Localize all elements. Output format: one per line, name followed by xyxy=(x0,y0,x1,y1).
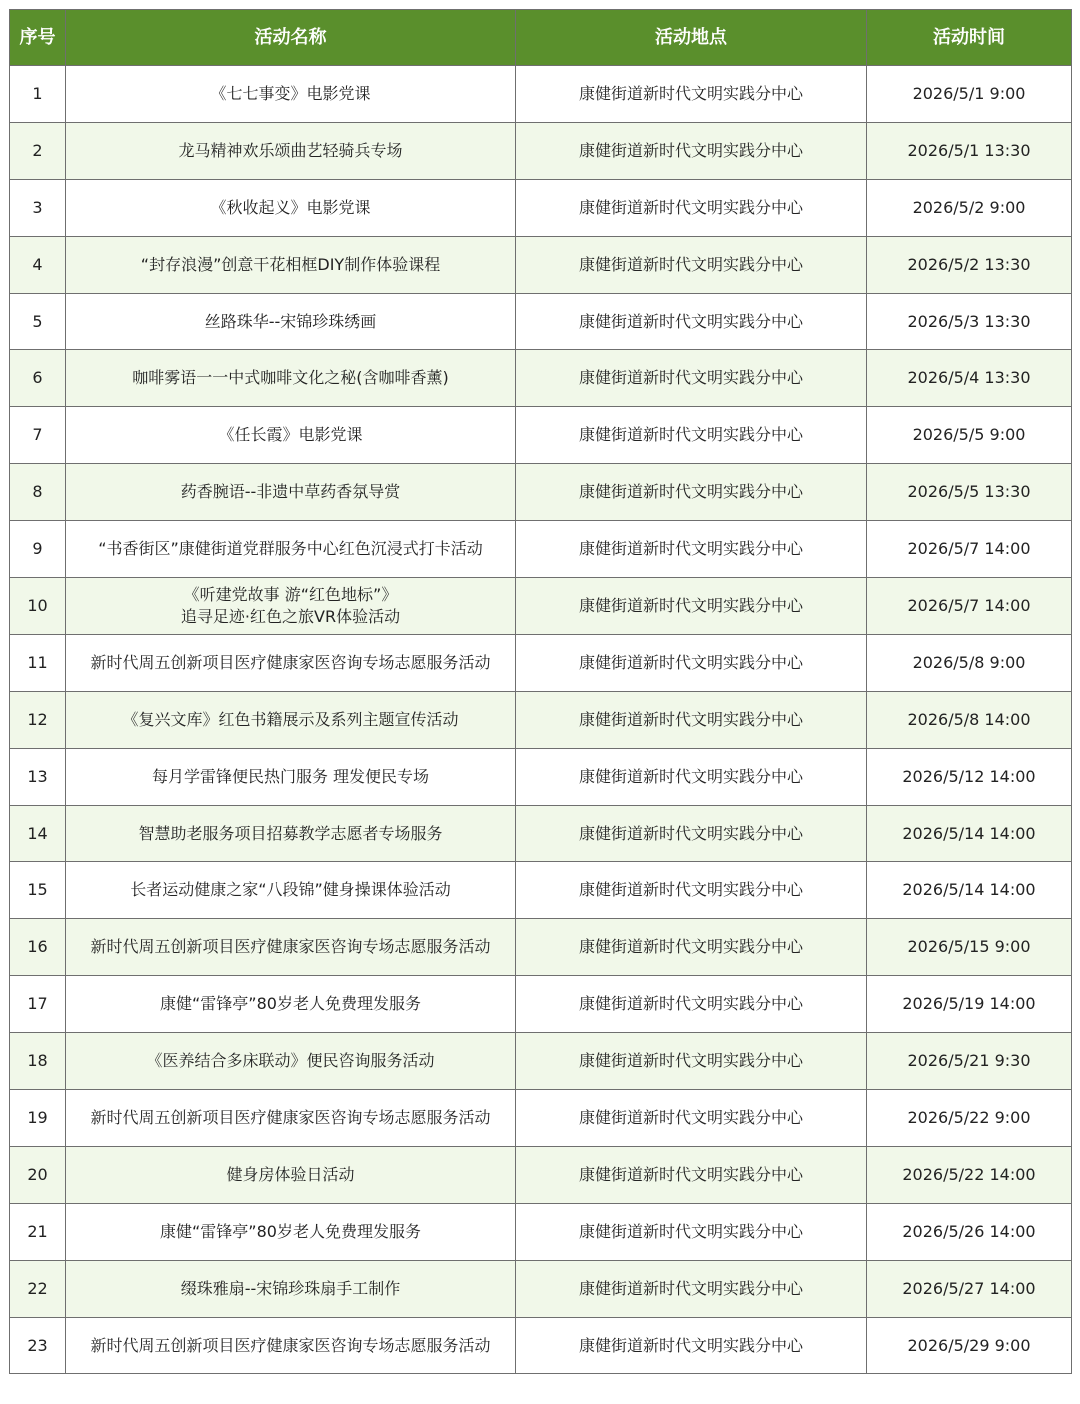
row-time-cell: 2026/5/22 9:00 xyxy=(867,1090,1072,1147)
table-row xyxy=(10,521,1072,578)
row-time-cell: 2026/5/8 14:00 xyxy=(867,691,1072,748)
row-place-cell: 康健街道新时代文明实践分中心 xyxy=(516,805,867,862)
table-row xyxy=(10,748,1072,805)
row-name-cell: 《医养结合多床联动》便民咨询服务活动 xyxy=(66,1033,516,1090)
table-row xyxy=(10,66,1072,123)
row-time-cell: 2026/5/1 13:30 xyxy=(867,122,1072,179)
row-no-cell: 5 xyxy=(10,293,66,350)
row-place-cell: 康健街道新时代文明实践分中心 xyxy=(516,862,867,919)
row-time-cell: 2026/5/8 9:00 xyxy=(867,634,1072,691)
row-place-cell: 康健街道新时代文明实践分中心 xyxy=(516,1090,867,1147)
row-place-cell: 康健街道新时代文明实践分中心 xyxy=(516,691,867,748)
row-name-line2: 追寻足迹·红色之旅VR体验活动 xyxy=(180,606,401,626)
row-place-cell: 康健街道新时代文明实践分中心 xyxy=(516,1146,867,1203)
row-time-cell: 2026/5/2 13:30 xyxy=(867,236,1072,293)
table-row xyxy=(10,293,1072,350)
row-no-cell: 4 xyxy=(10,236,66,293)
table-row xyxy=(10,634,1072,691)
row-time-cell: 2026/5/14 14:00 xyxy=(867,862,1072,919)
row-name-cell: 《任长霞》电影党课 xyxy=(66,407,516,464)
table-row xyxy=(10,1033,1072,1090)
row-time-cell: 2026/5/14 14:00 xyxy=(867,805,1072,862)
table-row xyxy=(10,919,1072,976)
row-no-cell: 10 xyxy=(10,578,66,635)
row-no-cell: 17 xyxy=(10,976,66,1033)
table-row xyxy=(10,350,1072,407)
row-no-cell: 23 xyxy=(10,1317,66,1374)
row-no-cell: 8 xyxy=(10,464,66,521)
table-row xyxy=(10,1146,1072,1203)
row-no-cell: 18 xyxy=(10,1033,66,1090)
row-no-cell: 7 xyxy=(10,407,66,464)
row-time-cell: 2026/5/27 14:00 xyxy=(867,1260,1072,1317)
row-place-cell: 康健街道新时代文明实践分中心 xyxy=(516,122,867,179)
header-no: 序号 xyxy=(10,10,66,66)
header-row xyxy=(10,10,1072,66)
row-name-cell: 新时代周五创新项目医疗健康家医咨询专场志愿服务活动 xyxy=(66,1090,516,1147)
row-name-cell: “封存浪漫”创意干花相框DIY制作体验课程 xyxy=(66,236,516,293)
row-time-cell: 2026/5/26 14:00 xyxy=(867,1203,1072,1260)
header-time: 活动时间 xyxy=(867,10,1072,66)
row-no-cell: 12 xyxy=(10,691,66,748)
table-row xyxy=(10,464,1072,521)
row-time-cell: 2026/5/5 13:30 xyxy=(867,464,1072,521)
row-time-cell: 2026/5/22 14:00 xyxy=(867,1146,1072,1203)
row-name-cell: 新时代周五创新项目医疗健康家医咨询专场志愿服务活动 xyxy=(66,919,516,976)
row-no-cell: 15 xyxy=(10,862,66,919)
header-place: 活动地点 xyxy=(516,10,867,66)
row-name-cell: 智慧助老服务项目招募教学志愿者专场服务 xyxy=(66,805,516,862)
row-time-cell: 2026/5/5 9:00 xyxy=(867,407,1072,464)
row-place-cell: 康健街道新时代文明实践分中心 xyxy=(516,1317,867,1374)
row-name-cell: 缀珠雅扇--宋锦珍珠扇手工制作 xyxy=(66,1260,516,1317)
row-no-cell: 14 xyxy=(10,805,66,862)
row-name-cell: 康健“雷锋亭”80岁老人免费理发服务 xyxy=(66,1203,516,1260)
table-row xyxy=(10,236,1072,293)
row-time-cell: 2026/5/15 9:00 xyxy=(867,919,1072,976)
table-row xyxy=(10,1317,1072,1374)
row-time-cell: 2026/5/7 14:00 xyxy=(867,578,1072,635)
row-name-cell: 健身房体验日活动 xyxy=(66,1146,516,1203)
row-no-cell: 16 xyxy=(10,919,66,976)
row-no-cell: 9 xyxy=(10,521,66,578)
activity-schedule-table xyxy=(9,9,1072,1374)
table-body xyxy=(10,66,1072,1374)
row-place-cell: 康健街道新时代文明实践分中心 xyxy=(516,748,867,805)
row-place-cell: 康健街道新时代文明实践分中心 xyxy=(516,919,867,976)
row-place-cell: 康健街道新时代文明实践分中心 xyxy=(516,578,867,635)
table-row xyxy=(10,1260,1072,1317)
row-name-cell: 长者运动健康之家“八段锦”健身操课体验活动 xyxy=(66,862,516,919)
row-name-cell: 药香腕语--非遗中草药香氛导赏 xyxy=(66,464,516,521)
table-row xyxy=(10,407,1072,464)
table-row xyxy=(10,805,1072,862)
table-row xyxy=(10,179,1072,236)
row-time-cell: 2026/5/3 13:30 xyxy=(867,293,1072,350)
row-name-cell: 《七七事变》电影党课 xyxy=(66,66,516,123)
row-name-cell: 《秋收起义》电影党课 xyxy=(66,179,516,236)
row-name-cell: “书香街区”康健街道党群服务中心红色沉浸式打卡活动 xyxy=(66,521,516,578)
row-name-cell: 《复兴文库》红色书籍展示及系列主题宣传活动 xyxy=(66,691,516,748)
row-name-cell: 新时代周五创新项目医疗健康家医咨询专场志愿服务活动 xyxy=(66,1317,516,1374)
row-place-cell: 康健街道新时代文明实践分中心 xyxy=(516,350,867,407)
row-no-cell: 2 xyxy=(10,122,66,179)
row-name-cell: 龙马精神欢乐颂曲艺轻骑兵专场 xyxy=(66,122,516,179)
table-row xyxy=(10,1090,1072,1147)
row-place-cell: 康健街道新时代文明实践分中心 xyxy=(516,293,867,350)
row-name-cell: 丝路珠华--宋锦珍珠绣画 xyxy=(66,293,516,350)
row-name-cell xyxy=(66,578,516,635)
row-place-cell: 康健街道新时代文明实践分中心 xyxy=(516,1203,867,1260)
row-place-cell: 康健街道新时代文明实践分中心 xyxy=(516,634,867,691)
row-name-cell: 康健“雷锋亭”80岁老人免费理发服务 xyxy=(66,976,516,1033)
row-no-cell: 1 xyxy=(10,66,66,123)
row-no-cell: 13 xyxy=(10,748,66,805)
table-row xyxy=(10,122,1072,179)
row-place-cell: 康健街道新时代文明实践分中心 xyxy=(516,464,867,521)
row-no-cell: 19 xyxy=(10,1090,66,1147)
row-name-cell: 每月学雷锋便民热门服务 理发便民专场 xyxy=(66,748,516,805)
row-no-cell: 11 xyxy=(10,634,66,691)
row-name-cell: 新时代周五创新项目医疗健康家医咨询专场志愿服务活动 xyxy=(66,634,516,691)
row-time-cell: 2026/5/29 9:00 xyxy=(867,1317,1072,1374)
row-time-cell: 2026/5/7 14:00 xyxy=(867,521,1072,578)
header-name: 活动名称 xyxy=(66,10,516,66)
table-header xyxy=(10,10,1072,66)
row-place-cell: 康健街道新时代文明实践分中心 xyxy=(516,521,867,578)
row-name-cell: 咖啡雾语一一中式咖啡文化之秘(含咖啡香薰) xyxy=(66,350,516,407)
row-no-cell: 3 xyxy=(10,179,66,236)
row-time-cell: 2026/5/19 14:00 xyxy=(867,976,1072,1033)
row-time-cell: 2026/5/1 9:00 xyxy=(867,66,1072,123)
row-time-cell: 2026/5/2 9:00 xyxy=(867,179,1072,236)
row-no-cell: 6 xyxy=(10,350,66,407)
row-time-cell: 2026/5/4 13:30 xyxy=(867,350,1072,407)
row-name-line1: 《听建党故事 游“红色地标”》 xyxy=(183,584,398,604)
row-place-cell: 康健街道新时代文明实践分中心 xyxy=(516,179,867,236)
row-place-cell: 康健街道新时代文明实践分中心 xyxy=(516,66,867,123)
row-place-cell: 康健街道新时代文明实践分中心 xyxy=(516,236,867,293)
table-row xyxy=(10,578,1072,635)
table-row xyxy=(10,1203,1072,1260)
row-no-cell: 20 xyxy=(10,1146,66,1203)
row-time-cell: 2026/5/12 14:00 xyxy=(867,748,1072,805)
row-no-cell: 21 xyxy=(10,1203,66,1260)
table-row xyxy=(10,691,1072,748)
table-row xyxy=(10,976,1072,1033)
row-place-cell: 康健街道新时代文明实践分中心 xyxy=(516,1260,867,1317)
row-time-cell: 2026/5/21 9:30 xyxy=(867,1033,1072,1090)
row-place-cell: 康健街道新时代文明实践分中心 xyxy=(516,976,867,1033)
row-place-cell: 康健街道新时代文明实践分中心 xyxy=(516,407,867,464)
row-no-cell: 22 xyxy=(10,1260,66,1317)
row-place-cell: 康健街道新时代文明实践分中心 xyxy=(516,1033,867,1090)
table-row xyxy=(10,862,1072,919)
